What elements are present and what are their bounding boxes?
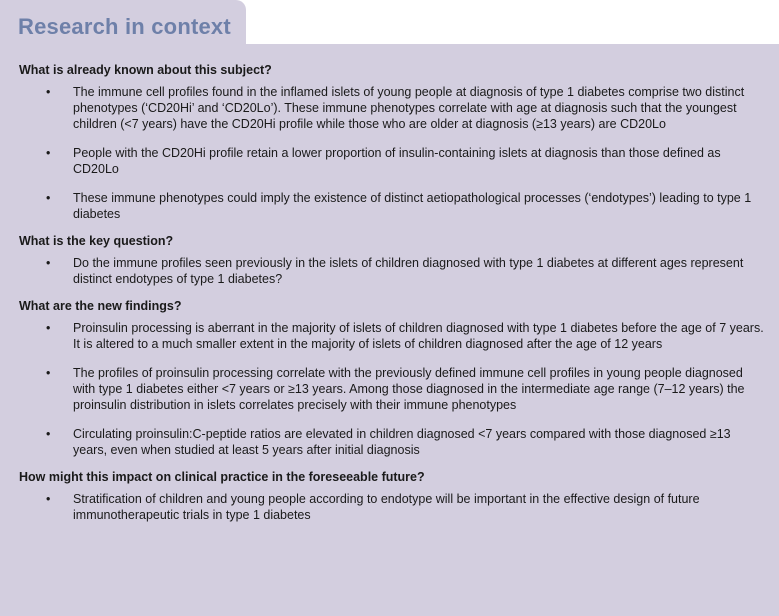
list-item-text: Circulating proinsulin:C-peptide ratios are elevated in children diagnosed <7 years compared with those diagnosed ≥13 years, even when studied at least 5 years after initial diagnosis [73, 427, 731, 457]
bullet-icon: • [46, 427, 51, 441]
section-new-findings [19, 298, 764, 458]
list-item-text: The profiles of proinsulin processing correlate with the previously defined immune cell profiles in young people diagnosed with type 1 diabetes either <7 years or ≥13 years. Among those diagnosed in the intermediate age range (7–12 years) the proinsulin distribution in islets correlates precisely with their immune phenotypes [73, 366, 745, 412]
bullet-icon: • [46, 321, 51, 335]
list-item-text: Stratification of children and young people according to endotype will be important in the effective design of future immunotherapeutic trials in type 1 diabetes [73, 492, 700, 522]
bullet-list [19, 491, 764, 523]
bullet-list [19, 255, 764, 287]
section-clinical-impact [19, 469, 764, 523]
bullet-list [19, 84, 764, 222]
section-question: What are the new findings? [19, 299, 182, 313]
bullet-icon: • [46, 256, 51, 270]
list-item-text: Do the immune profiles seen previously in the islets of children diagnosed with type 1 diabetes at different ages represent distinct endotypes of type 1 diabetes? [73, 256, 744, 286]
header-tab [0, 0, 246, 44]
list-item-text: People with the CD20Hi profile retain a lower proportion of insulin-containing islets at diagnosis than those defined as CD20Lo [73, 146, 721, 176]
list-item-text: Proinsulin processing is aberrant in the majority of islets of children diagnosed with type 1 diabetes before the age of 7 years. It is altered to a much smaller extent in the majority of islets of children diagnosed after the age of 12 years [73, 321, 764, 351]
section-key-question [19, 233, 764, 287]
section-question: What is already known about this subject? [19, 63, 272, 77]
bullet-list [19, 320, 764, 458]
bullet-icon: • [46, 492, 51, 506]
section-question: What is the key question? [19, 234, 174, 248]
list-item [19, 145, 764, 177]
bullet-icon: • [46, 191, 51, 205]
list-item [19, 491, 764, 523]
section-known [19, 62, 764, 222]
bullet-icon: • [46, 85, 51, 99]
list-item [19, 84, 764, 132]
bullet-icon: • [46, 146, 51, 160]
list-item [19, 255, 764, 287]
bullet-icon: • [46, 366, 51, 380]
list-item [19, 190, 764, 222]
research-context-panel [0, 44, 779, 616]
list-item [19, 426, 764, 458]
list-item-text: The immune cell profiles found in the inflamed islets of young people at diagnosis of type 1 diabetes comprise two distinct phenotypes (‘CD20Hi’ and ‘CD20Lo’). These immune phenotypes correlate with age at diagnosis such that the youngest children (<7 years) have the CD20Hi profile while those who are older at diagnosis (≥13 years) are CD20Lo [73, 85, 745, 131]
list-item [19, 320, 764, 352]
box-title: Research in context [18, 14, 231, 39]
list-item-text: These immune phenotypes could imply the existence of distinct aetiopathological processes (‘endotypes’) leading to type 1 diabetes [73, 191, 752, 221]
section-question: How might this impact on clinical practice in the foreseeable future? [19, 470, 425, 484]
panel-content [19, 62, 764, 536]
list-item [19, 365, 764, 413]
